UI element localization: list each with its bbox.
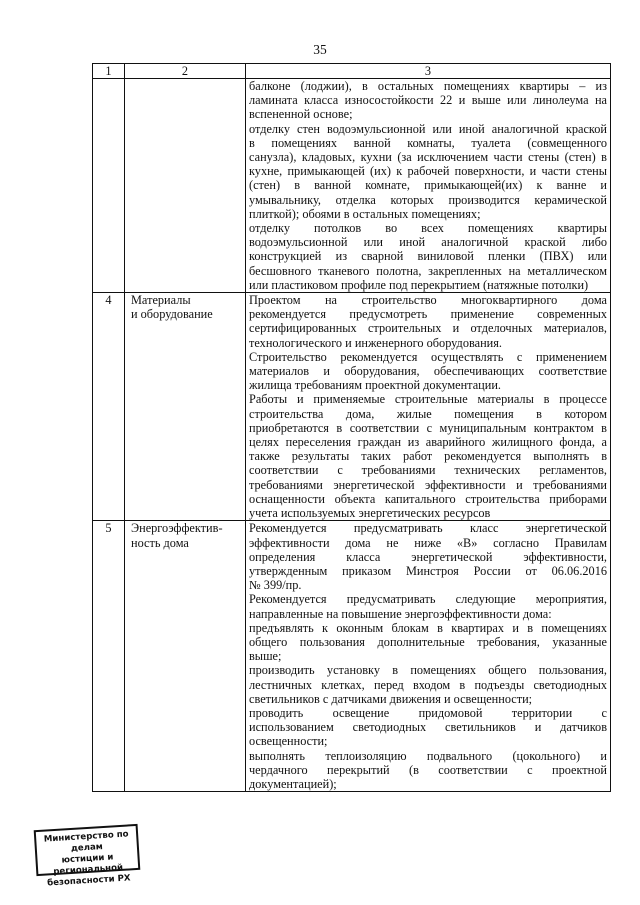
- content-line: общего пользования дополнительные требования, указанные: [249, 634, 607, 649]
- content-line: строительства дома, жилые помещения в котором: [249, 406, 607, 421]
- content-line: бесшовного тканевого полотна, закрепленных на металлическом: [249, 263, 607, 278]
- table-row: [93, 79, 611, 293]
- content-line: Рекомендуется предусматривать класс энергетической: [249, 521, 607, 536]
- content-line: Работы и применяемые строительные материалы в процессе: [249, 392, 607, 407]
- content-line: документацией);: [249, 776, 337, 791]
- content-line: умывальнику, отделка которых производится керамической: [249, 192, 607, 207]
- content-line: использованием светодиодных светильников и датчиков: [249, 720, 607, 735]
- content-line: (стен) в ванной комнате, примыкающей(их) к ванне и: [249, 178, 607, 193]
- row-label: [125, 293, 246, 521]
- content-line: выше;: [249, 649, 282, 664]
- row-label-line: Энергоэффектив-: [131, 521, 223, 536]
- content-line: учета используемых энергетических ресурсов: [249, 506, 491, 521]
- ministry-stamp: [34, 824, 141, 889]
- row-label-line: ность дома: [131, 535, 189, 550]
- content-line: Рекомендуется предусматривать следующие мероприятия,: [249, 592, 607, 607]
- content-line: плиткой); обоями в остальных помещениях;: [249, 206, 481, 221]
- content-line: требованиями энергетической эффективности и требованиями: [249, 477, 607, 492]
- row-content: [246, 293, 611, 521]
- content-line: сертифицированных строительных и отделочных материалов,: [249, 321, 607, 336]
- row-number: [93, 79, 125, 293]
- content-line: ламината класса износостойкости 22 и выше или линолеума на: [249, 93, 607, 108]
- content-line: лестничных клетках, перед входом в подъезды светодиодных: [249, 677, 607, 692]
- content-line: приобретаются в соответствии с муниципальным контрактом в: [249, 420, 607, 435]
- requirements-table: [92, 63, 611, 792]
- header-col-1: 1: [93, 64, 125, 79]
- content-line: светильников с датчиками движения и освещенности;: [249, 691, 533, 706]
- row-label-line: и оборудование: [131, 307, 213, 322]
- content-line: жилища требованиям проектной документации.: [249, 378, 501, 393]
- content-line: или пластиковом профиле под перекрытием (натяжные потолки): [249, 277, 589, 292]
- content-line: балконе (лоджии), в остальных помещениях квартиры – из: [249, 79, 607, 93]
- content-line: отделку потолков во всех помещениях квартиры: [249, 221, 607, 236]
- content-line: освещенности;: [249, 734, 328, 749]
- content-line: эффективности дома не ниже «В» согласно Правилам: [249, 535, 607, 550]
- table-row: [93, 521, 611, 792]
- row-content: [246, 521, 611, 792]
- content-line: оснащенности объекта капитального строительства приборами: [249, 491, 607, 506]
- content-line: материалов и оборудования, обеспечивающих соответствие: [249, 364, 607, 379]
- content-line: водоэмульсионной или иной аналогичной краской либо: [249, 235, 607, 250]
- content-line: отделку стен водоэмульсионной или иной аналогичной краской: [249, 121, 607, 136]
- content-line: утвержденным приказом Минстроя России от 06.06.2016: [249, 563, 607, 578]
- content-line: конструкцией из сварной виниловой пленки (ПВХ) или: [249, 249, 607, 264]
- stamp-line: юстиции и региональной: [53, 852, 124, 878]
- content-line: вспененной основе;: [249, 107, 353, 122]
- content-line: чердачного перекрытий (в соответствии с проектной: [249, 762, 607, 777]
- content-line: санузла), кладовых, кухни (за исключением части стены (стен) в: [249, 150, 607, 165]
- content-line: проводить освещение придомовой территории с: [249, 705, 607, 720]
- table-row: [93, 293, 611, 521]
- row-content: [246, 79, 611, 293]
- content-line: целях переселения граждан из аварийного жилищного фонда, а: [249, 435, 607, 450]
- content-line: выполнять теплоизоляцию подвального (цокольного) и: [249, 748, 607, 763]
- page-number: 35: [313, 42, 327, 57]
- header-col-2: 2: [125, 64, 246, 79]
- header-col-3: 3: [246, 64, 611, 79]
- content-line: № 399/пр.: [249, 578, 302, 593]
- row-number: 5: [93, 521, 125, 792]
- content-line: рекомендуется предусмотреть применение современных: [249, 307, 607, 322]
- stamp-line: Министерство по делам: [43, 829, 129, 854]
- row-label-line: Материалы: [131, 293, 191, 308]
- content-line: технологического и инженерного оборудования.: [249, 335, 502, 350]
- table-header-row: [93, 64, 611, 79]
- stamp-line: безопасности РХ: [46, 873, 131, 889]
- content-line: производить установку в помещениях общего пользования,: [249, 663, 607, 678]
- content-line: кухне, примыкающей (их) к рабочей поверхности, и части стены: [249, 164, 607, 179]
- content-line: в помещениях ванной комнаты, туалета (совмещенного: [249, 135, 607, 150]
- content-line: соответствии с требованиями технических регламентов,: [249, 463, 607, 478]
- row-label: [125, 521, 246, 792]
- content-line: также результаты таких работ рекомендуется выполнять в: [249, 449, 607, 464]
- row-label: [125, 79, 246, 293]
- content-line: предъявлять к оконным блокам в квартирах и в помещениях: [249, 620, 607, 635]
- content-line: направленные на повышение энергоэффективности дома:: [249, 606, 552, 621]
- content-line: определения класса энергетической эффективности,: [249, 549, 607, 564]
- row-number: 4: [93, 293, 125, 521]
- content-line: Проектом на строительство многоквартирного дома: [249, 293, 607, 308]
- content-line: Строительство рекомендуется осуществлять с применением: [249, 349, 607, 364]
